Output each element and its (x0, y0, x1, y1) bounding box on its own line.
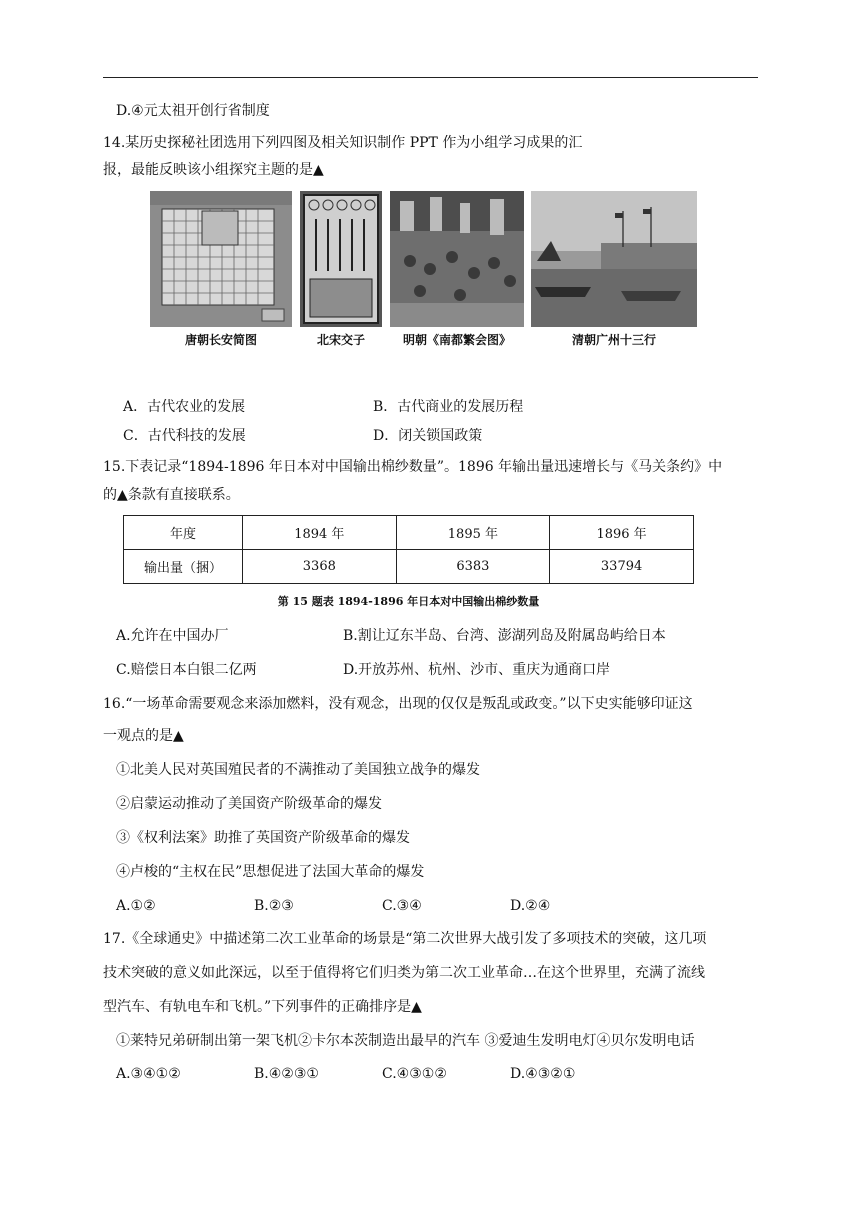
q14-stem-line2: 报，最能反映该小组探究主题的是▲ (103, 162, 324, 178)
q17-events: ①莱特兄弟研制出第一架飞机②卡尔本茨制造出最早的汽车 ③爱迪生发明电灯④贝尔发明电话 (116, 1033, 695, 1049)
table-cell: 年度 (124, 516, 243, 550)
table-row (124, 550, 694, 584)
q16-stem-line2: 一观点的是▲ (103, 728, 184, 744)
jiaozi-image (300, 191, 382, 327)
q17-option-c: C.④③①② (382, 1066, 447, 1082)
q17-stem-line3: 型汽车、有轨电车和飞机。”下列事件的正确排序是▲ (103, 999, 422, 1015)
q16-item: ④卢梭的“主权在民”思想促进了法国大革命的爆发 (116, 864, 425, 880)
q16-option-c: C.③④ (382, 898, 422, 914)
table-cell: 1894 年 (243, 516, 397, 550)
thirteen-hongs-image (531, 191, 697, 327)
figure-caption: 明朝《南都繁会图》 (402, 333, 511, 347)
q16-stem-line1: 16.“一场革命需要观念来添加燃料，没有观念，出现的仅仅是叛乱或政变。”以下史实能够印证这 (103, 696, 693, 712)
q16-item: ②启蒙运动推动了美国资产阶级革命的爆发 (116, 796, 382, 812)
table-cell: 33794 (550, 550, 694, 584)
q15-stem-line2: 的▲条款有直接联系。 (103, 487, 240, 503)
q14-option-b: B．古代商业的发展历程 (373, 399, 524, 415)
table-cell: 1896 年 (550, 516, 694, 550)
q13-option-d: D.④元太祖开创行省制度 (116, 103, 270, 119)
header-rule (103, 77, 758, 78)
q16-option-d: D.②④ (510, 898, 551, 914)
q17-option-a: A.③④①② (116, 1066, 181, 1082)
q14-option-d: D．闭关锁国政策 (373, 428, 483, 444)
q16-option-b: B.②③ (254, 898, 294, 914)
q17-option-b: B.④②③① (254, 1066, 319, 1082)
q14-stem-line1: 14.某历史探秘社团选用下列四图及相关知识制作 PPT 作为小组学习成果的汇 (103, 135, 583, 151)
q14-option-c: C．古代科技的发展 (123, 428, 246, 444)
q16-option-a: A.①② (116, 898, 156, 914)
table-cell: 6383 (396, 550, 550, 584)
cotton-yarn-table (123, 515, 694, 584)
table-cell: 输出量（捆） (124, 550, 243, 584)
q17-stem-line1: 17.《全球通史》中描述第二次工业革命的场景是“第二次世界大战引发了多项技术的突破，这几项 (103, 931, 707, 947)
table-cell: 1895 年 (396, 516, 550, 550)
q15-stem-line1: 15.下表记录“1894-1896 年日本对中国输出棉纱数量”。1896 年输出量迅速增长与《马关条约》中 (103, 459, 723, 475)
table-header-row (124, 516, 694, 550)
q14-option-a: A．古代农业的发展 (123, 399, 246, 415)
table-caption: 第 15 题表 1894-1896 年日本对中国输出棉纱数量 (277, 595, 540, 608)
table-cell: 3368 (243, 550, 397, 584)
q17-option-d: D.④③②① (510, 1066, 576, 1082)
q15-option-a: A.允许在中国办厂 (116, 628, 229, 644)
q15-option-d: D.开放苏州、杭州、沙市、重庆为通商口岸 (343, 662, 611, 678)
q15-option-b: B.割让辽东半岛、台湾、澎湖列岛及附属岛屿给日本 (343, 628, 666, 644)
q16-item: ①北美人民对英国殖民者的不满推动了美国独立战争的爆发 (116, 762, 480, 778)
q16-item: ③《权利法案》助推了英国资产阶级革命的爆发 (116, 830, 410, 846)
figure-caption: 唐朝长安简图 (184, 333, 257, 347)
nandu-painting-image (390, 191, 524, 327)
figure-caption: 清朝广州十三行 (571, 333, 656, 347)
changan-map-image (150, 191, 292, 327)
q17-stem-line2: 技术突破的意义如此深远，以至于值得将它们归类为第二次工业革命…在这个世界里，充满了流线 (103, 965, 705, 981)
q15-option-c: C.赔偿日本白银二亿两 (116, 662, 257, 678)
figure-caption: 北宋交子 (316, 333, 365, 347)
